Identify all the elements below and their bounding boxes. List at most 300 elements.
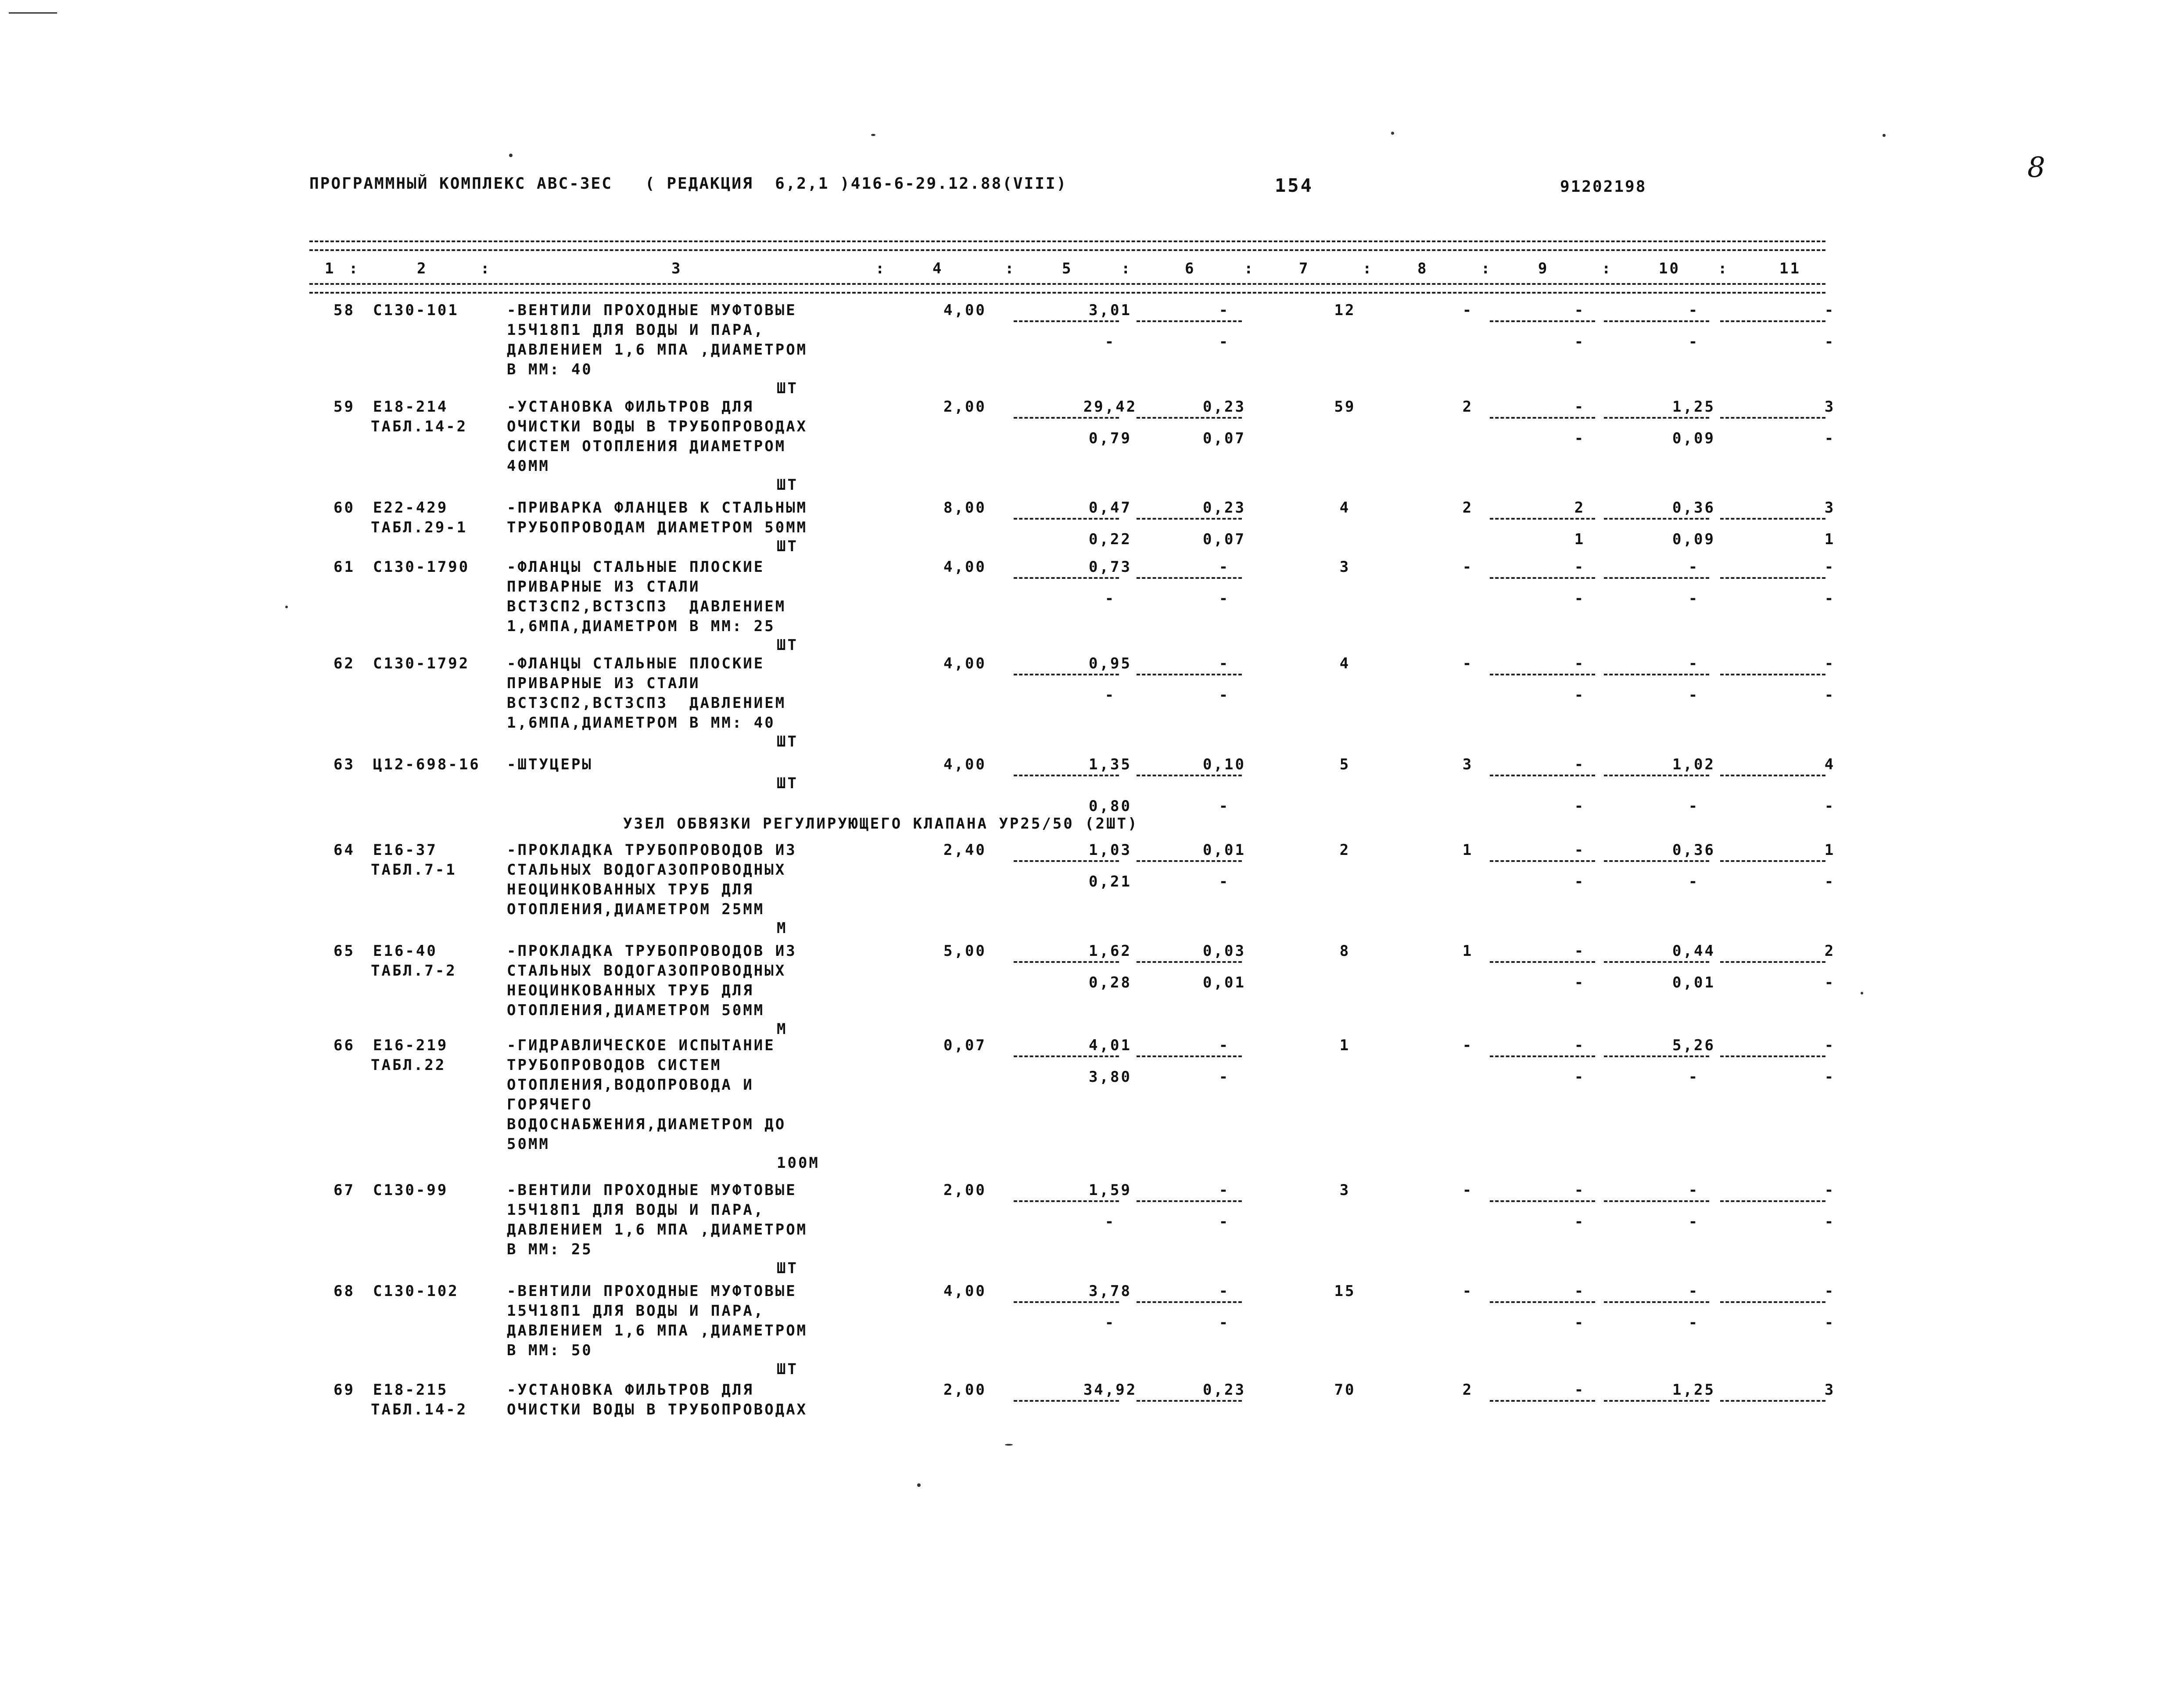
- header-rule-bottom: [309, 283, 1825, 285]
- scan-speck: [9, 12, 57, 14]
- row-number: 62: [334, 655, 355, 672]
- row-col8: -: [1462, 655, 1474, 672]
- row-description-line: 15Ч18П1 ДЛЯ ВОДЫ И ПАРА,: [507, 321, 765, 339]
- cell-rule: [1014, 320, 1119, 322]
- row-col6-second: -: [1219, 1068, 1230, 1086]
- row-col6-second: -: [1219, 797, 1230, 815]
- row-quantity: 4,00: [943, 558, 986, 576]
- cell-rule: [1490, 577, 1595, 579]
- header-rule-top: [309, 240, 1825, 242]
- header-rule-top-2: [309, 249, 1825, 251]
- row-col11-second: -: [1824, 590, 1836, 607]
- row-number: 59: [334, 398, 355, 416]
- scan-speck: [1005, 1444, 1013, 1446]
- scan-speck: [285, 606, 288, 608]
- column-header-c9: 9: [1538, 260, 1549, 277]
- row-col10-second: -: [1688, 873, 1700, 890]
- row-description-line: В ММ: 50: [507, 1342, 593, 1359]
- row-quantity: 0,07: [943, 1037, 986, 1054]
- cell-rule: [1604, 1055, 1709, 1057]
- column-header-s3: :: [875, 260, 886, 277]
- cell-rule: [1720, 577, 1825, 579]
- row-col9-second: 1: [1574, 531, 1585, 548]
- column-header-c7: 7: [1299, 260, 1310, 277]
- row-col5-second: -: [1105, 1213, 1116, 1231]
- row-col6: 0,01: [1203, 841, 1246, 859]
- row-col5-second: 3,80: [1089, 1068, 1132, 1086]
- row-description-line: 1,6МПА,ДИАМЕТРОМ В ММ: 40: [507, 714, 775, 732]
- row-description-line: СТАЛЬНЫХ ВОДОГАЗОПРОВОДНЫХ: [507, 861, 786, 879]
- column-header-c4: 4: [932, 260, 943, 277]
- row-col8: -: [1462, 1037, 1474, 1054]
- row-col6-second: 0,07: [1203, 430, 1246, 447]
- column-header-c10: 10: [1659, 260, 1680, 277]
- row-col7: 4: [1339, 499, 1351, 517]
- row-col9: -: [1574, 1282, 1585, 1300]
- row-description-line: -ШТУЦЕРЫ: [507, 756, 593, 773]
- row-col5-second: 0,22: [1089, 531, 1132, 548]
- cell-rule: [1490, 674, 1595, 675]
- row-col9: -: [1574, 1037, 1585, 1054]
- row-col8: 1: [1462, 942, 1474, 960]
- scan-speck: [509, 154, 513, 157]
- cell-rule: [1604, 674, 1709, 675]
- row-col11: -: [1824, 1181, 1836, 1199]
- row-col11-second: -: [1824, 797, 1836, 815]
- row-description-line: ДАВЛЕНИЕМ 1,6 МПА ,ДИАМЕТРОМ: [507, 341, 808, 359]
- row-col8: -: [1462, 1282, 1474, 1300]
- row-description-line: ОТОПЛЕНИЯ,ДИАМЕТРОМ 25ММ: [507, 901, 765, 918]
- row-unit: М: [777, 1020, 788, 1038]
- column-header-s4: :: [1005, 260, 1016, 277]
- row-description-line: ДАВЛЕНИЕМ 1,6 МПА ,ДИАМЕТРОМ: [507, 1322, 808, 1339]
- row-col6: 0,23: [1203, 499, 1246, 517]
- row-col5-second: -: [1105, 590, 1116, 607]
- row-col10: -: [1688, 1282, 1700, 1300]
- row-col11-second: -: [1824, 873, 1836, 890]
- row-quantity: 8,00: [943, 499, 986, 517]
- row-col9: -: [1574, 841, 1585, 859]
- row-col11: -: [1824, 302, 1836, 319]
- row-description-line: -ВЕНТИЛИ ПРОХОДНЫЕ МУФТОВЫЕ: [507, 1282, 797, 1300]
- row-col11: -: [1824, 558, 1836, 576]
- row-col7: 3: [1339, 1181, 1351, 1199]
- row-col9: -: [1574, 398, 1585, 416]
- cell-rule: [1490, 1200, 1595, 1202]
- row-col9: -: [1574, 1381, 1585, 1399]
- row-description-line: ВОДОСНАБЖЕНИЯ,ДИАМЕТРОМ ДО: [507, 1116, 786, 1133]
- row-col9: -: [1574, 655, 1585, 672]
- row-unit: ШТ: [777, 476, 798, 494]
- row-col10: -: [1688, 1181, 1700, 1199]
- row-col11: 4: [1824, 756, 1836, 773]
- row-col10-second: -: [1688, 1213, 1700, 1231]
- cell-rule: [1137, 417, 1242, 419]
- column-header-c11: 11: [1779, 260, 1801, 277]
- row-col7: 3: [1339, 558, 1351, 576]
- column-header-s8: :: [1481, 260, 1492, 277]
- cell-rule: [1014, 417, 1119, 419]
- row-description-line: СИСТЕМ ОТОПЛЕНИЯ ДИАМЕТРОМ: [507, 438, 786, 455]
- cell-rule: [1604, 775, 1709, 776]
- column-header-s7: :: [1363, 260, 1374, 277]
- row-col5: 1,03: [1089, 841, 1132, 859]
- cell-rule: [1137, 775, 1242, 776]
- row-unit: ШТ: [777, 1260, 798, 1277]
- row-col9: -: [1574, 942, 1585, 960]
- cell-rule: [1604, 860, 1709, 862]
- cell-rule: [1014, 775, 1119, 776]
- row-col8: 2: [1462, 1381, 1474, 1399]
- row-col7: 12: [1334, 302, 1356, 319]
- row-quantity: 4,00: [943, 302, 986, 319]
- row-col9: -: [1574, 558, 1585, 576]
- cell-rule: [1720, 860, 1825, 862]
- column-header-s2: :: [481, 260, 491, 277]
- row-description-line: ОТОПЛЕНИЯ,ДИАМЕТРОМ 50ММ: [507, 1001, 765, 1019]
- row-unit: ШТ: [777, 775, 798, 792]
- row-code: С130-99: [373, 1181, 448, 1199]
- row-description-line: ПРИВАРНЫЕ ИЗ СТАЛИ: [507, 675, 700, 692]
- row-col5: 0,95: [1089, 655, 1132, 672]
- cell-rule: [1720, 417, 1825, 419]
- row-description-line: 15Ч18П1 ДЛЯ ВОДЫ И ПАРА,: [507, 1201, 765, 1219]
- row-quantity: 4,00: [943, 1282, 986, 1300]
- row-col10-second: 0,09: [1672, 430, 1715, 447]
- row-col9-second: -: [1574, 974, 1585, 991]
- cell-rule: [1137, 961, 1242, 963]
- header-rule-bottom-2: [309, 292, 1825, 294]
- row-col10-second: -: [1688, 686, 1700, 704]
- row-description-line: ОЧИСТКИ ВОДЫ В ТРУБОПРОВОДАХ: [507, 418, 808, 435]
- row-col11: 3: [1824, 398, 1836, 416]
- row-col9-second: -: [1574, 333, 1585, 351]
- column-header-c3: 3: [671, 260, 682, 277]
- row-col9-second: -: [1574, 590, 1585, 607]
- row-col10-second: 0,09: [1672, 531, 1715, 548]
- row-col10-second: -: [1688, 333, 1700, 351]
- row-col6-second: -: [1219, 686, 1230, 704]
- row-col11: 3: [1824, 499, 1836, 517]
- row-description-line: -ПРОКЛАДКА ТРУБОПРОВОДОВ ИЗ: [507, 841, 797, 859]
- row-description-line: НЕОЦИНКОВАННЫХ ТРУБ ДЛЯ: [507, 881, 754, 898]
- cell-rule: [1137, 1301, 1242, 1303]
- cell-rule: [1720, 1055, 1825, 1057]
- row-description-line: ГОРЯЧЕГО: [507, 1096, 593, 1113]
- row-table-ref: ТАБЛ.22: [371, 1056, 446, 1074]
- column-header-c8: 8: [1417, 260, 1428, 277]
- cell-rule: [1720, 1200, 1825, 1202]
- row-description-line: 1,6МПА,ДИАМЕТРОМ В ММ: 25: [507, 617, 775, 635]
- row-description-line: -ПРОКЛАДКА ТРУБОПРОВОДОВ ИЗ: [507, 942, 797, 960]
- row-description-line: -ВЕНТИЛИ ПРОХОДНЫЕ МУФТОВЫЕ: [507, 1181, 797, 1199]
- row-col11: 1: [1824, 841, 1836, 859]
- cell-rule: [1490, 1055, 1595, 1057]
- cell-rule: [1720, 1301, 1825, 1303]
- row-col5: 3,01: [1089, 302, 1132, 319]
- row-col10: 1,02: [1672, 756, 1715, 773]
- row-number: 66: [334, 1037, 355, 1054]
- row-col11: -: [1824, 655, 1836, 672]
- row-col10-second: 0,01: [1672, 974, 1715, 991]
- row-col5-second: 0,80: [1089, 797, 1132, 815]
- row-col6: 0,23: [1203, 1381, 1246, 1399]
- scan-speck: [871, 134, 875, 136]
- page-number: 154: [1275, 175, 1313, 196]
- row-col7: 4: [1339, 655, 1351, 672]
- row-unit: ШТ: [777, 1360, 798, 1378]
- cell-rule: [1014, 518, 1119, 520]
- row-table-ref: ТАБЛ.14-2: [371, 418, 468, 435]
- row-col11-second: -: [1824, 1068, 1836, 1086]
- column-header-s5: :: [1121, 260, 1132, 277]
- row-col10-second: -: [1688, 1068, 1700, 1086]
- row-col10: 5,26: [1672, 1037, 1715, 1054]
- cell-rule: [1490, 961, 1595, 963]
- row-code: С130-1790: [373, 558, 470, 576]
- row-col11-second: -: [1824, 1314, 1836, 1332]
- row-col5-second: -: [1105, 686, 1116, 704]
- row-col9: -: [1574, 302, 1585, 319]
- row-col8: 1: [1462, 841, 1474, 859]
- row-description-line: -УСТАНОВКА ФИЛЬТРОВ ДЛЯ: [507, 1381, 754, 1399]
- row-col11-second: -: [1824, 333, 1836, 351]
- row-description-line: ОЧИСТКИ ВОДЫ В ТРУБОПРОВОДАХ: [507, 1401, 808, 1418]
- column-header-s9: :: [1602, 260, 1613, 277]
- column-header-c6: 6: [1185, 260, 1196, 277]
- row-unit: ШТ: [777, 380, 798, 397]
- cell-rule: [1604, 1400, 1709, 1402]
- row-number: 65: [334, 942, 355, 960]
- cell-rule: [1604, 1301, 1709, 1303]
- row-unit: ШТ: [777, 733, 798, 750]
- row-table-ref: ТАБЛ.14-2: [371, 1401, 468, 1418]
- row-col10: -: [1688, 655, 1700, 672]
- scan-speck: [1861, 992, 1863, 994]
- row-col5: 1,59: [1089, 1181, 1132, 1199]
- row-col6: 0,23: [1203, 398, 1246, 416]
- row-col8: -: [1462, 1181, 1474, 1199]
- cell-rule: [1014, 1301, 1119, 1303]
- row-description-line: -ФЛАНЦЫ СТАЛЬНЫЕ ПЛОСКИЕ: [507, 655, 765, 672]
- cell-rule: [1137, 1055, 1242, 1057]
- section-title: УЗЕЛ ОБВЯЗКИ РЕГУЛИРУЮЩЕГО КЛАПАНА УР25/50 (2ШТ): [623, 815, 1139, 833]
- cell-rule: [1014, 577, 1119, 579]
- cell-rule: [1720, 674, 1825, 675]
- row-col6-second: -: [1219, 333, 1230, 351]
- handwritten-page-mark: 8: [2027, 151, 2045, 184]
- column-header-c2: 2: [417, 260, 428, 277]
- row-col5-second: 0,28: [1089, 974, 1132, 991]
- row-col11-second: -: [1824, 430, 1836, 447]
- row-quantity: 2,00: [943, 398, 986, 416]
- row-col10: 0,36: [1672, 841, 1715, 859]
- cell-rule: [1490, 1400, 1595, 1402]
- cell-rule: [1137, 577, 1242, 579]
- row-number: 69: [334, 1381, 355, 1399]
- row-col5: 3,78: [1089, 1282, 1132, 1300]
- column-header-c1: 1: [325, 260, 336, 277]
- row-code: Е16-37: [373, 841, 438, 859]
- cell-rule: [1137, 860, 1242, 862]
- row-unit: 100М: [777, 1154, 820, 1172]
- row-col5: 1,62: [1089, 942, 1132, 960]
- cell-rule: [1490, 775, 1595, 776]
- row-col6-second: 0,01: [1203, 974, 1246, 991]
- row-col7: 8: [1339, 942, 1351, 960]
- cell-rule: [1720, 961, 1825, 963]
- row-col7: 15: [1334, 1282, 1356, 1300]
- row-description-line: -УСТАНОВКА ФИЛЬТРОВ ДЛЯ: [507, 398, 754, 416]
- row-description-line: ВСТ3СП2,ВСТ3СП3 ДАВЛЕНИЕМ: [507, 598, 786, 615]
- row-col6-second: -: [1219, 873, 1230, 890]
- cell-rule: [1490, 320, 1595, 322]
- cell-rule: [1604, 961, 1709, 963]
- row-description-line: В ММ: 25: [507, 1241, 593, 1258]
- row-col9-second: -: [1574, 1314, 1585, 1332]
- row-description-line: ТРУБОПРОВОДОВ СИСТЕМ: [507, 1056, 722, 1074]
- row-quantity: 4,00: [943, 655, 986, 672]
- row-description-line: СТАЛЬНЫХ ВОДОГАЗОПРОВОДНЫХ: [507, 962, 786, 980]
- row-col9-second: -: [1574, 873, 1585, 890]
- cell-rule: [1137, 1200, 1242, 1202]
- row-description-line: ВСТ3СП2,ВСТ3СП3 ДАВЛЕНИЕМ: [507, 694, 786, 712]
- row-code: Е18-215: [373, 1381, 448, 1399]
- row-table-ref: ТАБЛ.29-1: [371, 519, 468, 536]
- row-col11-second: -: [1824, 974, 1836, 991]
- row-col6: -: [1219, 1282, 1230, 1300]
- row-col9-second: -: [1574, 1068, 1585, 1086]
- row-col10: 1,25: [1672, 1381, 1715, 1399]
- row-col8: 2: [1462, 499, 1474, 517]
- row-col5: 1,35: [1089, 756, 1132, 773]
- scan-speck: [917, 1483, 921, 1487]
- row-col10: 0,36: [1672, 499, 1715, 517]
- row-number: 61: [334, 558, 355, 576]
- row-col11: 3: [1824, 1381, 1836, 1399]
- row-code: С130-101: [373, 302, 459, 319]
- cell-rule: [1720, 320, 1825, 322]
- row-description-line: 50ММ: [507, 1135, 550, 1153]
- cell-rule: [1014, 674, 1119, 675]
- row-number: 68: [334, 1282, 355, 1300]
- row-col8: -: [1462, 302, 1474, 319]
- row-col11-second: 1: [1824, 531, 1836, 548]
- row-col6-second: -: [1219, 1213, 1230, 1231]
- row-quantity: 2,00: [943, 1381, 986, 1399]
- row-description-line: -ПРИВАРКА ФЛАНЦЕВ К СТАЛЬНЫМ: [507, 499, 808, 517]
- row-col5: 0,73: [1089, 558, 1132, 576]
- cell-rule: [1014, 961, 1119, 963]
- cell-rule: [1137, 1400, 1242, 1402]
- scan-speck: [1391, 132, 1394, 135]
- row-description-line: НЕОЦИНКОВАННЫХ ТРУБ ДЛЯ: [507, 982, 754, 999]
- row-col5: 4,01: [1089, 1037, 1132, 1054]
- row-description-line: 15Ч18П1 ДЛЯ ВОДЫ И ПАРА,: [507, 1302, 765, 1320]
- cell-rule: [1137, 518, 1242, 520]
- row-description-line: ПРИВАРНЫЕ ИЗ СТАЛИ: [507, 578, 700, 596]
- cell-rule: [1137, 320, 1242, 322]
- row-col6: -: [1219, 1181, 1230, 1199]
- document-code: 91202198: [1560, 178, 1647, 196]
- row-code: Е22-429: [373, 499, 448, 517]
- row-number: 58: [334, 302, 355, 319]
- row-quantity: 2,00: [943, 1181, 986, 1199]
- row-code: С130-1792: [373, 655, 470, 672]
- row-col9-second: -: [1574, 430, 1585, 447]
- row-code: Ц12-698-16: [373, 756, 481, 773]
- row-code: Е16-219: [373, 1037, 448, 1054]
- cell-rule: [1720, 775, 1825, 776]
- row-unit: ШТ: [777, 636, 798, 654]
- row-col7: 2: [1339, 841, 1351, 859]
- row-col9-second: -: [1574, 797, 1585, 815]
- row-col11-second: -: [1824, 686, 1836, 704]
- row-col7: 5: [1339, 756, 1351, 773]
- row-table-ref: ТАБЛ.7-2: [371, 962, 457, 980]
- row-col7: 1: [1339, 1037, 1351, 1054]
- row-description-line: В ММ: 40: [507, 361, 593, 378]
- row-code: Е16-40: [373, 942, 438, 960]
- row-col10: 0,44: [1672, 942, 1715, 960]
- row-description-line: -ВЕНТИЛИ ПРОХОДНЫЕ МУФТОВЫЕ: [507, 302, 797, 319]
- row-number: 67: [334, 1181, 355, 1199]
- row-col9: -: [1574, 756, 1585, 773]
- column-header-s10: :: [1718, 260, 1729, 277]
- row-quantity: 2,40: [943, 841, 986, 859]
- row-col10: -: [1688, 558, 1700, 576]
- row-col8: 3: [1462, 756, 1474, 773]
- row-col5: 34,92: [1083, 1381, 1137, 1399]
- row-col6: -: [1219, 655, 1230, 672]
- row-code: Е18-214: [373, 398, 448, 416]
- row-col6: 0,03: [1203, 942, 1246, 960]
- row-col6-second: -: [1219, 590, 1230, 607]
- row-col5-second: 0,21: [1089, 873, 1132, 890]
- row-col9: -: [1574, 1181, 1585, 1199]
- cell-rule: [1014, 1055, 1119, 1057]
- row-description-line: -ГИДРАВЛИЧЕСКОЕ ИСПЫТАНИЕ: [507, 1037, 775, 1054]
- row-col8: -: [1462, 558, 1474, 576]
- row-col10: -: [1688, 302, 1700, 319]
- scan-speck: [1883, 134, 1886, 137]
- edition-label: ( РЕДАКЦИЯ 6,2,1 )416-6-29.12.88(VIII): [645, 175, 1068, 193]
- row-col10-second: -: [1688, 797, 1700, 815]
- row-col11: -: [1824, 1282, 1836, 1300]
- row-number: 63: [334, 756, 355, 773]
- cell-rule: [1014, 1400, 1119, 1402]
- cell-rule: [1490, 518, 1595, 520]
- cell-rule: [1490, 1301, 1595, 1303]
- row-col5: 29,42: [1083, 398, 1137, 416]
- cell-rule: [1604, 518, 1709, 520]
- row-col5-second: -: [1105, 333, 1116, 351]
- row-col5: 0,47: [1089, 499, 1132, 517]
- row-col8: 2: [1462, 398, 1474, 416]
- row-col7: 70: [1334, 1381, 1356, 1399]
- row-table-ref: ТАБЛ.7-1: [371, 861, 457, 879]
- cell-rule: [1490, 860, 1595, 862]
- row-col11: -: [1824, 1037, 1836, 1054]
- cell-rule: [1604, 320, 1709, 322]
- row-col9: 2: [1574, 499, 1585, 517]
- row-col6: -: [1219, 558, 1230, 576]
- row-col6: -: [1219, 1037, 1230, 1054]
- row-col5-second: 0,79: [1089, 430, 1132, 447]
- row-description-line: ДАВЛЕНИЕМ 1,6 МПА ,ДИАМЕТРОМ: [507, 1221, 808, 1238]
- cell-rule: [1604, 1200, 1709, 1202]
- row-number: 64: [334, 841, 355, 859]
